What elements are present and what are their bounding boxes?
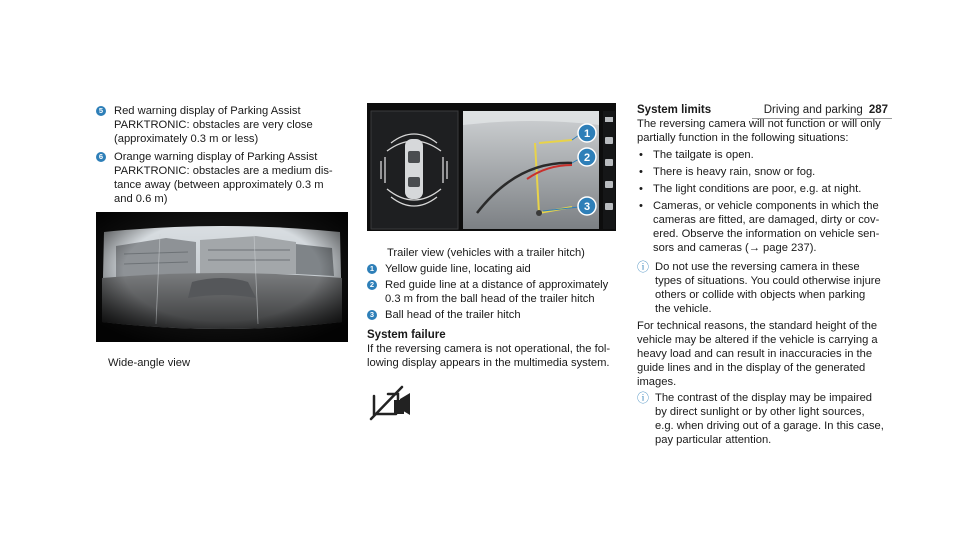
bullet-text: The tailgate is open. (653, 149, 754, 161)
list-item (96, 150, 351, 206)
list-item: • There is heavy rain, snow or fog. (639, 166, 816, 178)
system-limits-intro: The reversing camera will not function or will only partially function in the following situations: (637, 118, 881, 144)
bullet-text: Cameras, or vehicle components in which the cameras are fitted, are damaged, dirty or cov- ered. Observe the information on vehicle sen- sors and cameras (→ page 237). (653, 200, 880, 254)
callout-2 (578, 148, 596, 166)
info-icon: ⓘ (637, 391, 650, 405)
camera-crossed-out-icon (368, 382, 414, 426)
system-failure-text: If the reversing camera is not operational, the fol- lowing display appears in the multimedia system. (367, 343, 611, 369)
bullet-text: The light conditions are poor, e.g. at night. (653, 183, 862, 195)
list-item (367, 308, 622, 322)
wide-angle-scene (96, 212, 348, 342)
system-failure-heading: System failure (367, 329, 446, 341)
item-text: Orange warning display of Parking Assist PARKTRONIC: obstacles are a medium dis- tance away (between approximately 0.3 m and 0.6 m) (114, 151, 333, 205)
list-item (96, 104, 351, 146)
list-item (367, 262, 622, 276)
left-column (96, 104, 351, 206)
trailer-view-camera-image (367, 103, 616, 231)
right-column (637, 103, 899, 447)
badge-5: 5 (96, 106, 106, 116)
note-text: Do not use the reversing camera in these types of situations. You could otherwise injure others or collide with objects when parking the vehicle. (655, 261, 881, 315)
badge-6: 6 (96, 152, 106, 162)
paragraph: For technical reasons, the standard height of the vehicle may be altered if the vehicle is carrying a heavy load and can result in inaccuracies in the guide lines and in the display of the generated images. (637, 320, 878, 388)
note (637, 391, 899, 447)
note (637, 260, 899, 316)
trailer-view-caption: Trailer view (vehicles with a trailer hitch) (387, 247, 585, 259)
list-item (367, 278, 622, 306)
callout-1 (578, 124, 596, 142)
section-title: Driving and parking (763, 104, 863, 116)
item-text: Yellow guide line, locating aid (385, 263, 531, 275)
callout-3 (578, 197, 596, 215)
item-text: Red guide line at a distance of approximately 0.3 m from the ball head of the trailer hitch (385, 279, 609, 305)
badge-3: 3 (367, 310, 377, 320)
system-limits-heading: System limits (637, 104, 712, 116)
svg-text:1: 1 (583, 128, 591, 140)
note-text: The contrast of the display may be impaired by direct sunlight or by other light sources, e.g. when driving out of a garage. In this case, pay particular attention. (655, 392, 884, 446)
badge-1: 1 (367, 264, 377, 274)
item-text: Ball head of the trailer hitch (385, 309, 521, 321)
wide-angle-camera-image (96, 212, 348, 342)
page-number: 287 (868, 104, 888, 116)
list-item: • Cameras, or vehicle components in which the cameras are fitted, are damaged, dirty or cov- ered. Observe the information on vehicle sen- sors and cameras (→ page 237). (639, 200, 880, 254)
svg-text:2: 2 (583, 152, 591, 164)
item-text: Red warning display of Parking Assist PARKTRONIC: obstacles are very close (approximately 0.3 m or less) (114, 105, 313, 145)
badge-2: 2 (367, 280, 377, 290)
wide-angle-caption: Wide-angle view (108, 357, 191, 369)
list-item: • The light conditions are poor, e.g. at night. (639, 183, 862, 195)
svg-text:3: 3 (583, 201, 591, 213)
trailer-view-scene (367, 103, 616, 231)
bullet-text: There is heavy rain, snow or fog. (653, 166, 816, 178)
list-item: • The tailgate is open. (639, 149, 754, 161)
info-icon: ⓘ (637, 260, 650, 274)
middle-column (367, 246, 622, 370)
